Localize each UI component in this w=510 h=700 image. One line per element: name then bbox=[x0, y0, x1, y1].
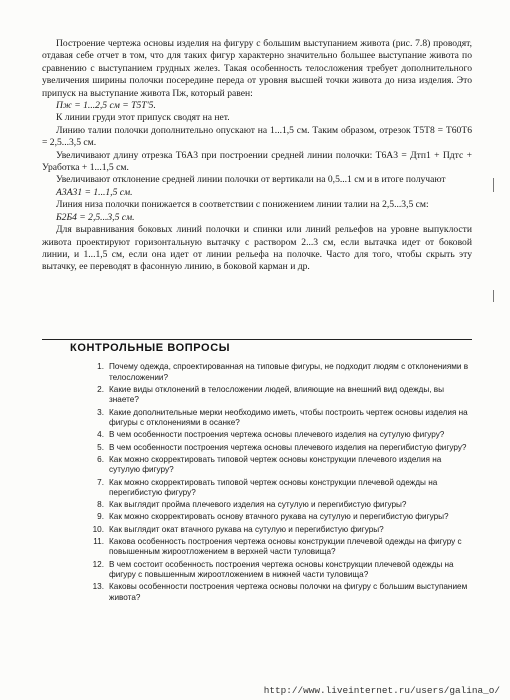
paragraph-chest-line: К линии груди этот припуск сводят на нет. bbox=[56, 112, 230, 124]
question-number: 9. bbox=[97, 512, 104, 522]
formula-hem: Б2Б4 = 2,5...3,5 см. bbox=[56, 211, 135, 223]
question-text: Каковы особенности построения чертежа основы полочки на фигуру с большим выступанием живота? bbox=[109, 582, 468, 602]
section-heading: КОНТРОЛЬНЫЕ ВОПРОСЫ bbox=[70, 342, 231, 354]
watermark-url[interactable]: http://www.liveinternet.ru/users/galina_o/ bbox=[263, 685, 500, 696]
formula-deviation: А3А31 = 1...1,5 см. bbox=[56, 186, 133, 198]
questions-list bbox=[84, 362, 474, 605]
question-number: 2. bbox=[97, 384, 104, 394]
question-number: 6. bbox=[97, 454, 104, 464]
scan-edge-mark bbox=[493, 178, 494, 192]
question-number: 10. bbox=[92, 524, 104, 534]
list-item bbox=[84, 455, 474, 476]
paragraph-center-deviation: Увеличивают отклонение средней линии полочки от вертикали на 0,5...1 см и в итоге получают bbox=[56, 174, 446, 186]
list-item bbox=[84, 537, 474, 558]
formula-belly-allowance: Пж = 1...2,5 см = Т5Т'5. bbox=[56, 100, 156, 112]
list-item bbox=[84, 560, 474, 581]
question-number: 12. bbox=[92, 559, 104, 569]
paragraph-hem-line: Линия низа полочки понижается в соответствии с понижением линии талии на 2,5...3,5 см: bbox=[56, 199, 429, 211]
question-number: 11. bbox=[93, 536, 104, 546]
question-text: В чем особенности построения чертежа основы плечевого изделия на перегибистую фигуру? bbox=[109, 442, 467, 452]
paragraph-waist-line: Линию талии полочки дополнительно опускают на 1...1,5 см. Таким образом, отрезок Т5Т8 = Т60Т6 = 2,5...3,5 см. bbox=[42, 124, 472, 149]
question-text: Как выглядит окат втачного рукава на сутулую и перегибистую фигуры? bbox=[109, 524, 384, 534]
question-number: 1. bbox=[97, 362, 104, 371]
list-item bbox=[84, 362, 474, 383]
question-text: Как можно скорректировать основу втачного рукава на сутулую и перегибистую фигуры? bbox=[109, 512, 449, 522]
paragraph-segment-length: Увеличивают длину отрезка Т6А3 при построении средней линии полочки: Т6А3 = Дтп1 + Пдтс + Уработка + 1...1,5 см. bbox=[42, 149, 472, 174]
list-item bbox=[84, 443, 474, 454]
question-number: 3. bbox=[97, 407, 104, 417]
question-number: 13. bbox=[92, 582, 104, 592]
question-text: В чем особенности построения чертежа основы плечевого изделия на сутулую фигуру? bbox=[109, 430, 445, 440]
question-text: Как можно скорректировать типовой чертеж основы конструкции плечевой одежды на перегибистую фигуру? bbox=[109, 477, 438, 498]
question-text: Как можно скорректировать типовой чертеж основы конструкции плечевого изделия на сутулую фигуру? bbox=[109, 454, 442, 475]
question-number: 7. bbox=[97, 477, 104, 487]
paragraph-intro: Построение чертежа основы изделия на фигуру с большим выступанием живота (рис. 7.8) проводят, отдавая себе отчет в том, что для таких фигур характерно значительно большее выступание живота по сравнению с выступанием грудных желез. Такая особенность телосложения требует дополнительного увеличения ширины полочки посередине переда от уровня высшей точки живота до низа изделия. Это припуск на выступание живота Пж, который равен: bbox=[42, 38, 472, 99]
question-number: 4. bbox=[97, 430, 104, 440]
list-item bbox=[84, 512, 474, 523]
question-text: Какова особенность построения чертежа основы конструкции плечевой одежды на фигуру с повышенным жироотложением в верхней части туловища? bbox=[109, 536, 462, 557]
list-item bbox=[84, 478, 474, 499]
question-text: Почему одежда, спроектированная на типовые фигуры, не подходит людям с отклонениями в телосложении? bbox=[109, 362, 469, 382]
question-number: 5. bbox=[97, 442, 104, 452]
paragraph-side-lines: Для выравнивания боковых линий полочки и спинки или линий рельефов на уровне выпуклости живота проектируют горизонтальную вытачку с раствором 2...3 см, если вытачка идет от боковой линии, и 1...1,5 см, если она идет от линии рельефа на полочке. Часто для того, чтобы скрыть эту вытачку, ее переводят в фасонную линию, в боковой карман и др. bbox=[42, 224, 472, 273]
list-item bbox=[84, 408, 474, 429]
heading-rule bbox=[42, 339, 472, 340]
list-item bbox=[84, 385, 474, 406]
list-item bbox=[84, 525, 474, 536]
body-text bbox=[42, 38, 472, 274]
list-item bbox=[84, 582, 474, 603]
list-item bbox=[84, 430, 474, 441]
question-text: Как выглядит пройма плечевого изделия на сутулую и перегибистую фигуры? bbox=[109, 500, 407, 510]
question-text: Какие дополнительные мерки необходимо иметь, чтобы построить чертеж основы изделия на фигуры с отклонениями в осанке? bbox=[109, 407, 468, 428]
question-text: В чем состоит особенность построения чертежа основы конструкции плечевой одежды на фигуру с повышенным жироотложением в нижней части туловища? bbox=[109, 559, 454, 580]
scan-edge-mark bbox=[493, 290, 494, 302]
question-number: 8. bbox=[97, 500, 104, 510]
question-text: Какие виды отклонений в телосложении людей, влияющие на внешний вид одежды, вы знаете? bbox=[109, 384, 445, 405]
list-item bbox=[84, 500, 474, 511]
